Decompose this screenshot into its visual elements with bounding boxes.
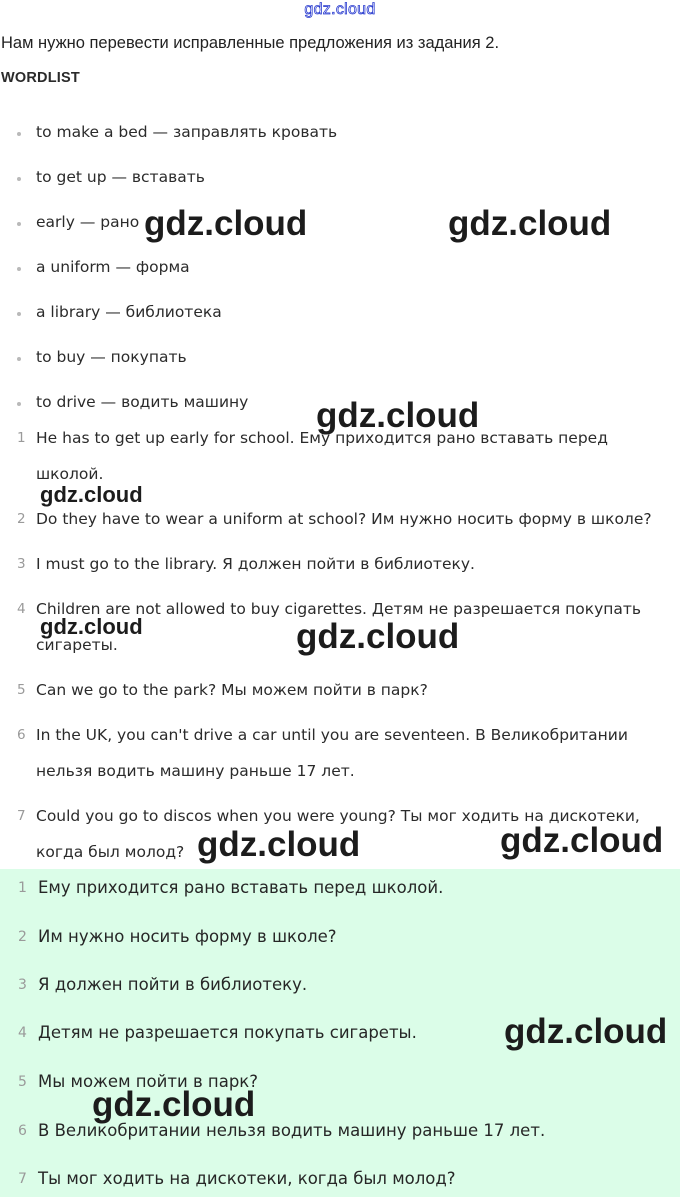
watermark: gdz.cloud (448, 204, 612, 243)
item-number: 4 (17, 601, 26, 617)
item-number: 1 (18, 880, 27, 896)
item-number: 5 (18, 1074, 27, 1090)
answer-item: 1 Ему приходится рано вставать перед школой. (18, 878, 444, 897)
bullet-icon (17, 357, 21, 361)
sentence-item: 5 Can we go to the park? Мы можем пойти в парк? (36, 672, 676, 708)
item-number: 1 (17, 430, 26, 446)
sentence-item: 7 Could you go to discos when you were young? Ты мог ходить на дискотеки, когда был молод? (36, 798, 676, 870)
sentence-item: 1 He has to get up early for school. Ему приходится рано вставать перед школой. (36, 420, 676, 492)
answer-item: 6 В Великобритании нельзя водить машину раньше 17 лет. (18, 1121, 546, 1140)
item-number: 7 (18, 1171, 27, 1187)
sentence-item: 2 Do they have to wear a uniform at school? Им нужно носить форму в школе? (36, 501, 676, 537)
answer-item: 5 Мы можем пойти в парк? (18, 1072, 259, 1091)
bullet-icon (17, 132, 21, 136)
wordlist-heading: WORDLIST (1, 70, 80, 86)
watermark: gdz.cloud (296, 617, 460, 656)
watermark: gdz.cloud (197, 825, 361, 864)
item-number: 6 (17, 727, 26, 743)
bullet-icon (17, 222, 21, 226)
watermark: gdz.cloud (316, 396, 480, 435)
intro-text: Нам нужно перевести исправленные предложения из задания 2. (1, 34, 500, 52)
watermark: gdz.cloud (40, 482, 143, 507)
wordlist-item: to get up — вставать (36, 168, 205, 186)
wordlist-item: to buy — покупать (36, 348, 187, 366)
wordlist-item: to make a bed — заправлять кровать (36, 123, 337, 141)
wordlist-item: a uniform — форма (36, 258, 190, 276)
watermark: gdz.cloud (504, 1012, 668, 1051)
watermark: gdz.cloud (92, 1085, 256, 1124)
answer-item: 4 Детям не разрешается покупать сигареты. (18, 1023, 417, 1042)
answer-item: 2 Им нужно носить форму в школе? (18, 927, 337, 946)
item-number: 5 (17, 682, 26, 698)
wordlist-item: a library — библиотека (36, 303, 222, 321)
item-number: 2 (17, 511, 26, 527)
answer-item: 7 Ты мог ходить на дискотеки, когда был молод? (18, 1169, 456, 1188)
item-number: 3 (17, 556, 26, 572)
site-watermark-header: gdz.cloud (304, 1, 376, 18)
wordlist-item: early — рано (36, 213, 139, 231)
watermark: gdz.cloud (144, 204, 308, 243)
item-number: 6 (18, 1123, 27, 1139)
item-number: 3 (18, 977, 27, 993)
bullet-icon (17, 402, 21, 406)
bullet-icon (17, 177, 21, 181)
bullet-icon (17, 267, 21, 271)
watermark: gdz.cloud (500, 821, 664, 860)
answer-item: 3 Я должен пойти в библиотеку. (18, 975, 308, 994)
sentence-item: 3 I must go to the library. Я должен пойти в библиотеку. (36, 546, 676, 582)
item-number: 4 (18, 1025, 27, 1041)
item-number: 2 (18, 929, 27, 945)
wordlist-item: to drive — водить машину (36, 393, 248, 411)
watermark: gdz.cloud (40, 614, 143, 639)
sentence-item: 6 In the UK, you can't drive a car until you are seventeen. В Великобритании нельзя водить машину раньше 17 лет. (36, 717, 676, 789)
item-number: 7 (17, 808, 26, 824)
sentence-item: 4 Children are not allowed to buy cigarettes. Детям не разрешается покупать сигареты. (36, 591, 676, 663)
bullet-icon (17, 312, 21, 316)
